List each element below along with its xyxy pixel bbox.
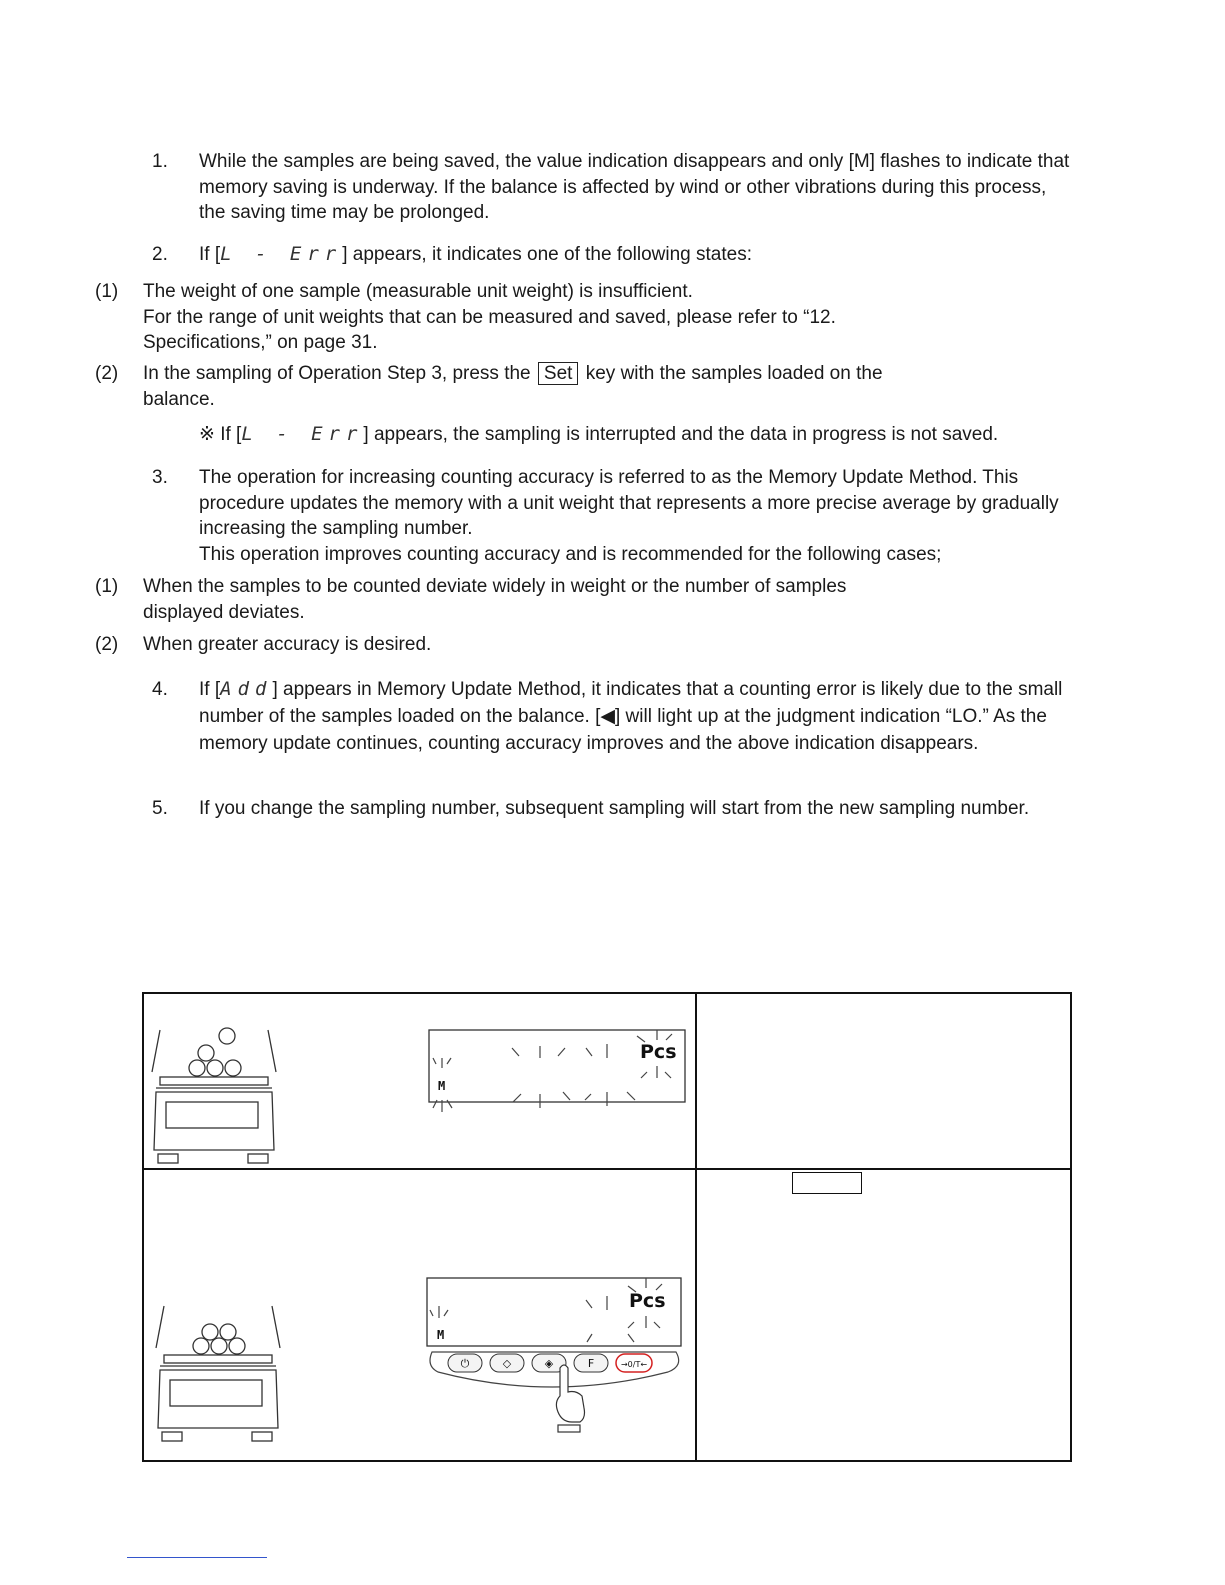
note-number: 4. (152, 679, 168, 700)
note-text: If [Add] appears in Memory Update Method, it indicates that a counting error is likely due to the small number of the samples loaded on the balance. [◀] will light up at the judgment indication “LO.” As the memory update continues, counting accuracy improves and the above indication disappears. (199, 678, 1063, 754)
note-text: This operation improves counting accuracy and is recommended for the following cases; (199, 543, 942, 565)
memory-flag: M (437, 1328, 445, 1342)
note-number: 5. (152, 798, 168, 819)
table-divider (144, 1168, 1070, 1170)
lcd-display-sampling (425, 1020, 690, 1115)
memory-flag: M (438, 1079, 446, 1093)
zero-tare-key-label: →0/T← (620, 1360, 648, 1369)
unit-label: Pcs (640, 1041, 677, 1063)
note-text: If [L - Err] appears, it indicates one of the following states: (199, 242, 1072, 268)
note-number: 3. (152, 467, 168, 488)
key-placeholder-box (792, 1172, 862, 1194)
balance-with-samples-illustration (150, 1022, 285, 1167)
error-segment-display: L - Err (220, 243, 343, 265)
balance-with-samples-illustration (154, 1302, 289, 1447)
note-text: If you change the sampling number, subsequent sampling will start from the new sampling number. (199, 798, 1030, 819)
error-segment-display: L - Err (241, 423, 364, 445)
set-icon: ◈ (544, 1357, 554, 1370)
balance-control-panel-illustration (422, 1272, 687, 1437)
diamond-icon: ◇ (502, 1357, 512, 1370)
note-text: While the samples are being saved, the value indication disappears and only [M] flashes to indicate that memory saving is underway. If the balance is affected by wind or other vibrations during this process, the saving time may be prolonged. (199, 151, 1070, 223)
power-icon: ⏻ (460, 1357, 470, 1370)
table-divider (695, 994, 697, 1460)
set-key-label: Set (538, 362, 579, 385)
add-segment-display: Add (220, 678, 273, 700)
note-number: 2. (152, 244, 168, 265)
function-key-label: F (587, 1357, 595, 1370)
footer-link-line (127, 1557, 267, 1558)
note-text: The operation for increasing counting accuracy is referred to as the Memory Update Method. This procedure updates the memory with a unit weight that represents a more precise average by gradually increasing the sampling number. (199, 467, 1059, 539)
unit-label: Pcs (629, 1290, 666, 1312)
note-number: 1. (152, 151, 168, 172)
